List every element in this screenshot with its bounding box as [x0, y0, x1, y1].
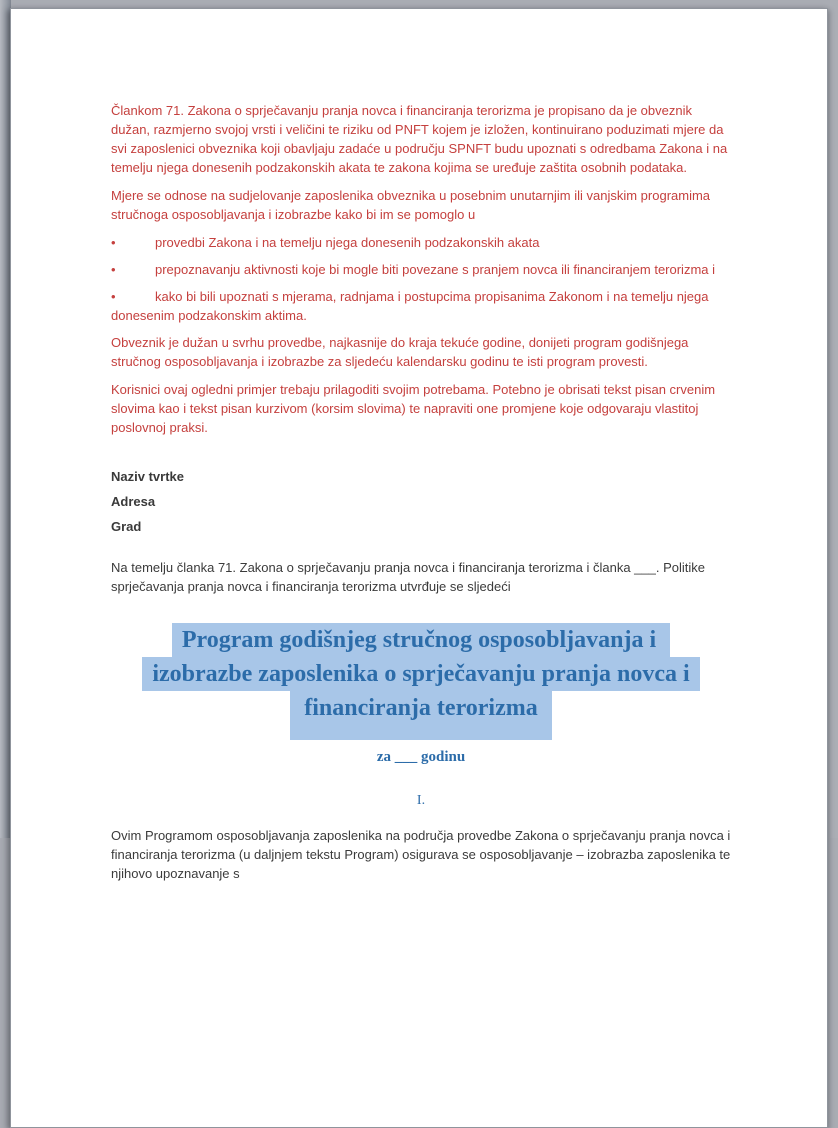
selected-text-highlight: izobrazbe zaposlenika o sprječavanju pranja novca i: [142, 657, 699, 691]
selected-text-highlight: financiranja terorizma: [290, 691, 552, 740]
red-paragraph-1: Člankom 71. Zakona o sprječavanju pranja novca i financiranja terorizma je propisano da je obveznik dužan, razmjerno svojoj vrsti i veličini te riziku od PNFT kojem je izložen, kontinuirano poduzimati mjere da svi zaposlenici obveznika koji obavljaju zadaće u području SPNFT budu upoznati s odredbama Zakona i na temelju njega donesenih podzakonskih akata te zakona kojima se uređuje zaštita osobnih podataka.: [111, 103, 728, 175]
intro-paragraph: Na temelju članka 71. Zakona o sprječavanju pranja novca i financiranja terorizma i članka ___. Politike sprječavanja pranja novca i financiranja terorizma utvrđuje se sljedeći: [111, 560, 705, 594]
company-address: Adresa: [111, 494, 156, 509]
bullet-text: kako bi bili upoznati s mjerama, radnjama i postupcima propisanima Zakonom i na temelju njega donesenim podzakonskim aktima.: [111, 289, 709, 323]
title-subtitle: za ___ godinu: [376, 749, 466, 765]
document-content: [111, 101, 731, 883]
selected-text-highlight: Program godišnjeg stručnog osposobljavanja i: [172, 623, 670, 657]
bullet-icon: •: [111, 262, 116, 277]
red-paragraph-4: Korisnici ovaj ogledni primjer trebaju prilagoditi svojim potrebama. Potebno je obrisati tekst pisan crvenim slovima kao i tekst pisan kurzivom (korsim slovima) te napraviti one promjene koje odgovaraju vlastitoj poslovnoj praksi.: [111, 382, 716, 435]
bullet-icon: •: [111, 289, 116, 304]
title-line-3: [111, 691, 731, 740]
title-line-2: [111, 657, 731, 691]
bullet-item: [111, 287, 731, 325]
document-page: [10, 8, 828, 1128]
bullet-item: [111, 233, 731, 252]
bullet-text: prepoznavanju aktivnosti koje bi mogle biti povezane s pranjem novca ili financiranjem terorizma i: [155, 262, 716, 277]
red-paragraph-2: Mjere se odnose na sudjelovanje zaposlenika obveznika u posebnim unutarnjim ili vanjskim programima stručnoga osposobljavanja i izobrazbe kako bi im se pomoglo u: [111, 188, 711, 222]
title-line-1: [111, 623, 731, 657]
company-city: Grad: [111, 519, 142, 534]
company-block: [111, 467, 731, 536]
bullet-text: provedbi Zakona i na temelju njega donesenih podzakonskih akata: [155, 235, 540, 250]
section-numeral: I.: [416, 793, 426, 808]
bullet-item: [111, 260, 731, 279]
body-paragraph: Ovim Programom osposobljavanja zaposlenika na područja provedbe Zakona o sprječavanju pranja novca i financiranja terorizma (u daljnjem tekstu Program) osigurava se osposobljavanje – izobrazba zaposlenika te njihovo upoznavanje s: [111, 828, 731, 881]
document-title: [111, 623, 731, 740]
red-paragraph-3: Obveznik je dužan u svrhu provedbe, najkasnije do kraja tekuće godine, donijeti program godišnjega stručnog osposobljavanja i izobrazbe za sljedeću kalendarsku godinu te isti program provesti.: [111, 335, 689, 369]
window-gutter-right: [830, 0, 838, 838]
company-name: Naziv tvrtke: [111, 469, 184, 484]
bullet-icon: •: [111, 235, 116, 250]
